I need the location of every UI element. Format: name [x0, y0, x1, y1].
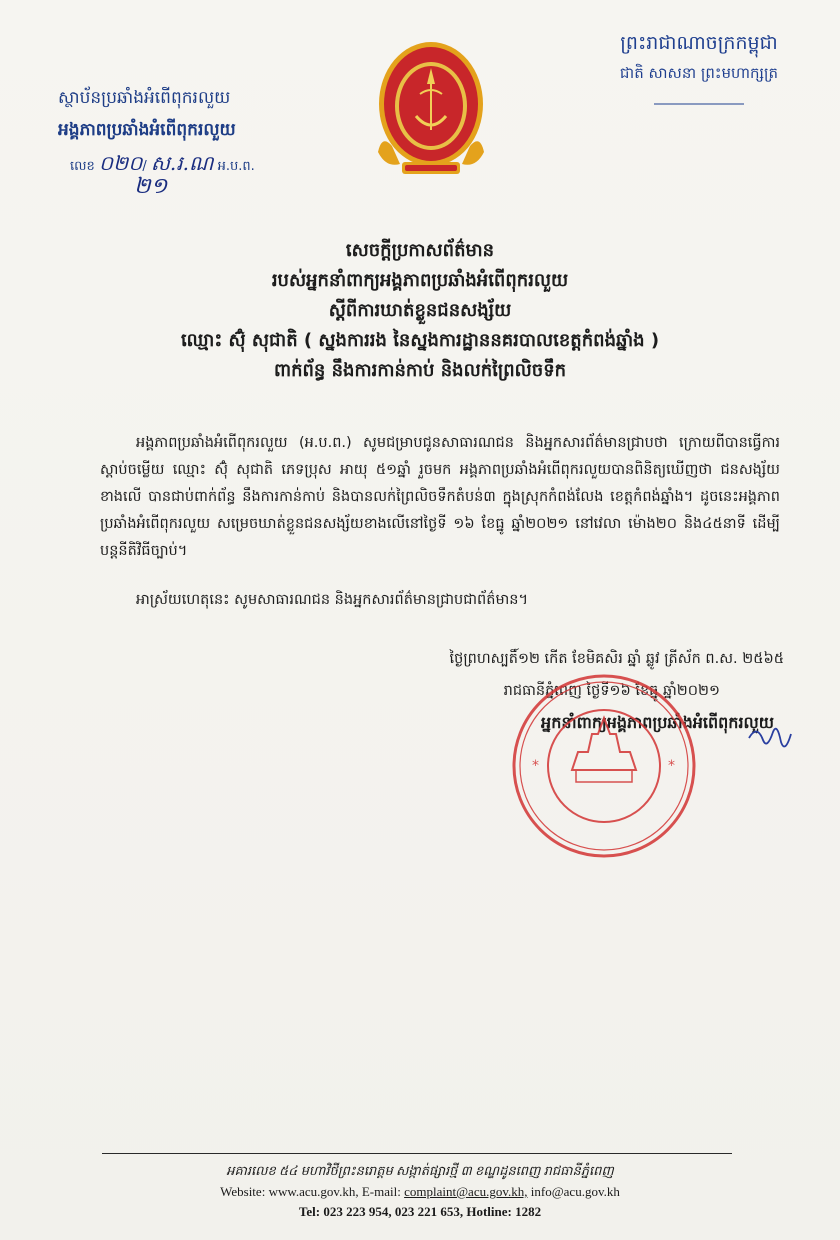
signer-title: អ្នកនាំពាក្យអង្គភាពប្រឆាំងអំពើពុករលួយ	[541, 713, 774, 732]
ref-suffix: អ.ប.ព.	[217, 159, 255, 174]
body-paragraph-2: អាស្រ័យហេតុនេះ សូមសាធារណជន និងអ្នកសារព័ត៌មានជ្រាបជាព័ត៌មាន។	[136, 592, 529, 608]
kingdom-motto: ជាតិ សាសនា ព្រះមហាក្សត្រ	[619, 64, 778, 82]
footer-divider	[102, 1153, 732, 1154]
ref-number: ០២០	[98, 151, 143, 175]
title-line-2: របស់អ្នកនាំពាក្យអង្គភាពប្រឆាំងអំពើពុករលួយ	[271, 270, 569, 291]
agency-name: អង្គភាពប្រឆាំងអំពើពុករលួយ	[58, 120, 236, 140]
body-paragraph-1: អង្គភាពប្រឆាំងអំពើពុករលួយ (អ.ប.ព.) សូមជម្រាបជូនសាធារណជន និងអ្នកសារព័ត៌មានជ្រាបថា ក្រោយពីបានធ្វើការស្តាប់ចម្លើយ ឈ្មោះ ស៊ុំ សុជាតិ ភេទប្រុស អាយុ ៥១ឆ្នាំ រួចមក អង្គភាពប្រឆាំងអំពើពុករលួយបានពិនិត្យឃើញថា ជនសង្ស័យខាងលើ បានជាប់ពាក់ព័ន្ធ នឹងការកាន់កាប់ និងបានលក់ព្រៃលិចទឹកតំបន់៣ ក្នុងស្រុកកំពង់លែង ខេត្តកំពង់ឆ្នាំង។ ដូចនេះអង្គភាពប្រឆាំងអំពើពុករលួយ សម្រេចឃាត់ខ្លួនជនសង្ស័យខាងលើនៅថ្ងៃទី ១៦ ខែធ្នូ ឆ្នាំ២០២១ នៅវេលា ម៉ោង២០ និង៤៥នាទី ដើម្បីបន្តនីតិវិធីច្បាប់។	[100, 435, 780, 559]
website-link[interactable]: www.acu.gov.kh,	[268, 1184, 359, 1199]
title-line-3: ស្តីពីការឃាត់ខ្លួនជនសង្ស័យ	[328, 300, 512, 321]
agency-parent-name: ស្ថាប័នប្រឆាំងអំពើពុករលួយ	[58, 88, 231, 108]
solar-date: រាជធានីភ្នំពេញ ថ្ងៃទី១៦ ខែធ្នូ ឆ្នាំ២០២១	[503, 683, 720, 699]
website-label: Website:	[220, 1184, 266, 1199]
email-label: E-mail:	[361, 1184, 401, 1199]
hotline-label: Hotline:	[466, 1204, 512, 1219]
title-line-4: ឈ្មោះ ស៊ុំ សុជាតិ ( ស្នងការរង នៃស្នងការដ្ឋាននគរបាលខេត្តកំពង់ឆ្នាំង )	[180, 330, 660, 351]
handwritten-signature	[745, 720, 795, 760]
agency-heading	[58, 82, 236, 146]
announcement-titles	[0, 236, 840, 386]
acu-emblem-logo	[372, 34, 490, 184]
footer-contacts	[0, 1182, 840, 1202]
footer-address: អគារលេខ ៥៤ មហាវិថីព្រះនរោត្តម សង្កាត់ផ្សារថ្មី ៣ ខណ្ឌដូនពេញ រាជធានីភ្នំពេញ	[226, 1163, 614, 1178]
ref-prefix: លេខ	[70, 159, 95, 174]
svg-text:*: *	[668, 758, 675, 774]
footer-phones	[0, 1202, 840, 1222]
tel-label: Tel:	[298, 1204, 321, 1219]
ref-year: ២១	[134, 174, 168, 199]
title-line-5: ពាក់ព័ន្ធ នឹងការកាន់កាប់ និងលក់ព្រៃលិចទឹក	[273, 360, 567, 381]
ref-code: ស.រ.ណ	[150, 151, 214, 175]
tel-numbers: 023 223 954, 023 221 653,	[323, 1204, 464, 1219]
official-stamp-icon	[510, 672, 698, 860]
footer	[0, 1160, 840, 1222]
hotline-number: 1282	[515, 1204, 542, 1219]
kingdom-heading	[620, 28, 778, 118]
info-email-link[interactable]: info@acu.gov.kh	[530, 1184, 620, 1199]
lunar-date: ថ្ងៃព្រហស្បតិ៍១២ កើត ខែមិគសិរ ឆ្នាំ ឆ្លូវ ត្រីស័ក ព.ស. ២៥៦៥	[449, 651, 784, 667]
title-line-1: សេចក្តីប្រកាសព័ត៌មាន	[345, 240, 495, 261]
reference-number: លេខ ០២០/ ស.រ.ណ អ.ប.ព. ២១	[70, 150, 255, 180]
svg-text:*: *	[532, 758, 539, 774]
ornament-divider-icon	[654, 99, 744, 109]
complaint-email-link[interactable]: complaint@acu.gov.kh,	[404, 1184, 528, 1199]
announcement-body	[100, 430, 780, 614]
kingdom-title: ព្រះរាជាណាចក្រកម្ពុជា	[620, 32, 778, 54]
